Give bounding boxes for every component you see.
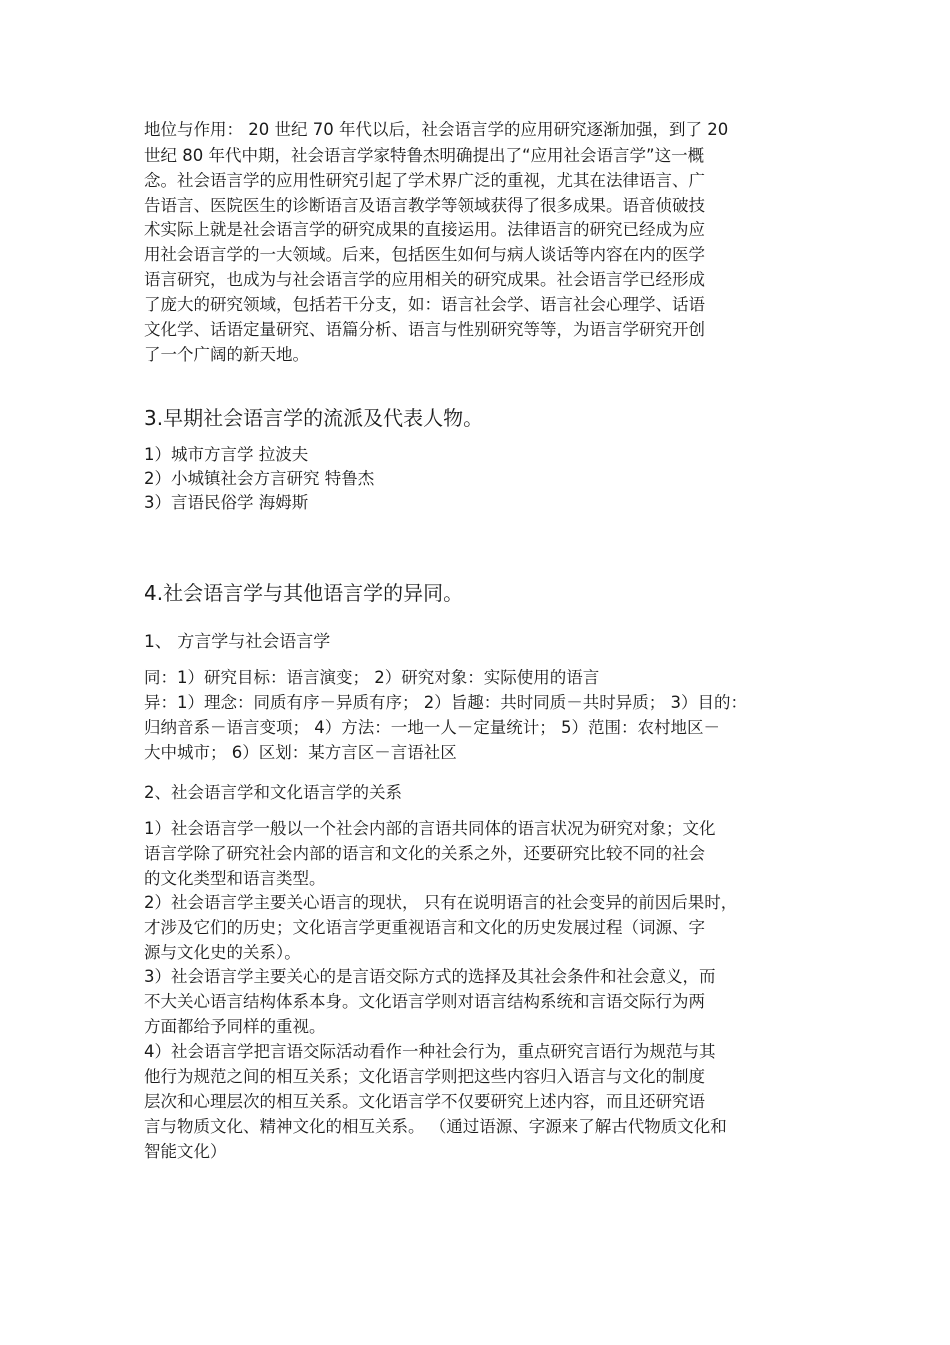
intro-line: 用社会语言学的一大领域。后来，包括医生如何与病人谈话等内容在内的医学 [144, 245, 705, 264]
list-item: 2）小城镇社会方言研究 特鲁杰 [144, 469, 375, 488]
intro-line: 了庞大的研究领域，包括若干分支，如：语言社会学、语言社会心理学、话语 [144, 295, 705, 314]
intro-line: 语言研究，也成为与社会语言学的应用相关的研究成果。社会语言学已经形成 [144, 270, 705, 289]
body-line: 他行为规范之间的相互关系；文化语言学则把这些内容归入语言与文化的制度 [144, 1067, 705, 1086]
section-4-heading: 4.社会语言学与其他语言学的异同。 [144, 581, 464, 605]
body-line: 层次和心理层次的相互关系。文化语言学不仅要研究上述内容，而且还研究语 [144, 1092, 705, 1111]
list-item: 3）言语民俗学 海姆斯 [144, 493, 309, 512]
body-line: 言与物质文化、精神文化的相互关系。 （通过语源、字源来了解古代物质文化和 [144, 1117, 727, 1136]
body-line: 方面都给予同样的重视。 [144, 1017, 326, 1036]
subsection-1-heading: 1、 方言学与社会语言学 [144, 632, 331, 652]
intro-line: 地位与作用： 20 世纪 70 年代以后，社会语言学的应用研究逐渐加强，到了 20 [144, 120, 729, 139]
section-3-heading: 3.早期社会语言学的流派及代表人物。 [144, 406, 484, 430]
body-line: 1）社会语言学一般以一个社会内部的言语共同体的语言状况为研究对象；文化 [144, 819, 716, 838]
intro-line: 念。社会语言学的应用性研究引起了学术界广泛的重视，尤其在法律语言、广 [144, 171, 705, 190]
body-line: 不大关心语言结构体系本身。文化语言学则对语言结构系统和言语交际行为两 [144, 992, 705, 1011]
intro-line: 告语言、医院医生的诊断语言及语言教学等领域获得了很多成果。语音侦破技 [144, 196, 705, 215]
list-item: 1）城市方言学 拉波夫 [144, 445, 309, 464]
body-line: 语言学除了研究社会内部的语言和文化的关系之外，还要研究比较不同的社会 [144, 844, 705, 863]
body-line: 3）社会语言学主要关心的是言语交际方式的选择及其社会条件和社会意义，而 [144, 967, 716, 986]
intro-line: 了一个广阔的新天地。 [144, 345, 309, 364]
body-line: 4）社会语言学把言语交际活动看作一种社会行为，重点研究言语行为规范与其 [144, 1042, 716, 1061]
body-line: 大中城市； 6）区划：某方言区－言语社区 [144, 743, 457, 762]
body-line: 才涉及它们的历史；文化语言学更重视语言和文化的历史发展过程（词源、字 [144, 918, 705, 937]
body-line: 智能文化） [144, 1142, 227, 1161]
intro-line: 文化学、话语定量研究、语篇分析、语言与性别研究等等，为语言学研究开创 [144, 320, 705, 339]
body-line: 归纳音系－语言变项； 4）方法：一地一人－定量统计； 5）范围：农村地区－ [144, 718, 720, 737]
intro-line: 术实际上就是社会语言学的研究成果的直接运用。法律语言的研究已经成为应 [144, 220, 705, 239]
body-line: 源与文化史的关系）。 [144, 943, 301, 962]
body-line: 的文化类型和语言类型。 [144, 869, 326, 888]
body-line: 异：1）理念：同质有序－异质有序； 2）旨趣：共时同质－共时异质； 3）目的： [144, 693, 747, 712]
intro-line: 世纪 80 年代中期，社会语言学家特鲁杰明确提出了“应用社会语言学”这一概 [144, 146, 705, 165]
body-line: 2）社会语言学主要关心语言的现状， 只有在说明语言的社会变异的前因后果时， [144, 893, 738, 912]
body-line: 同：1）研究目标：语言演变； 2）研究对象：实际使用的语言 [144, 668, 600, 687]
subsection-2-heading: 2、社会语言学和文化语言学的关系 [144, 783, 402, 802]
